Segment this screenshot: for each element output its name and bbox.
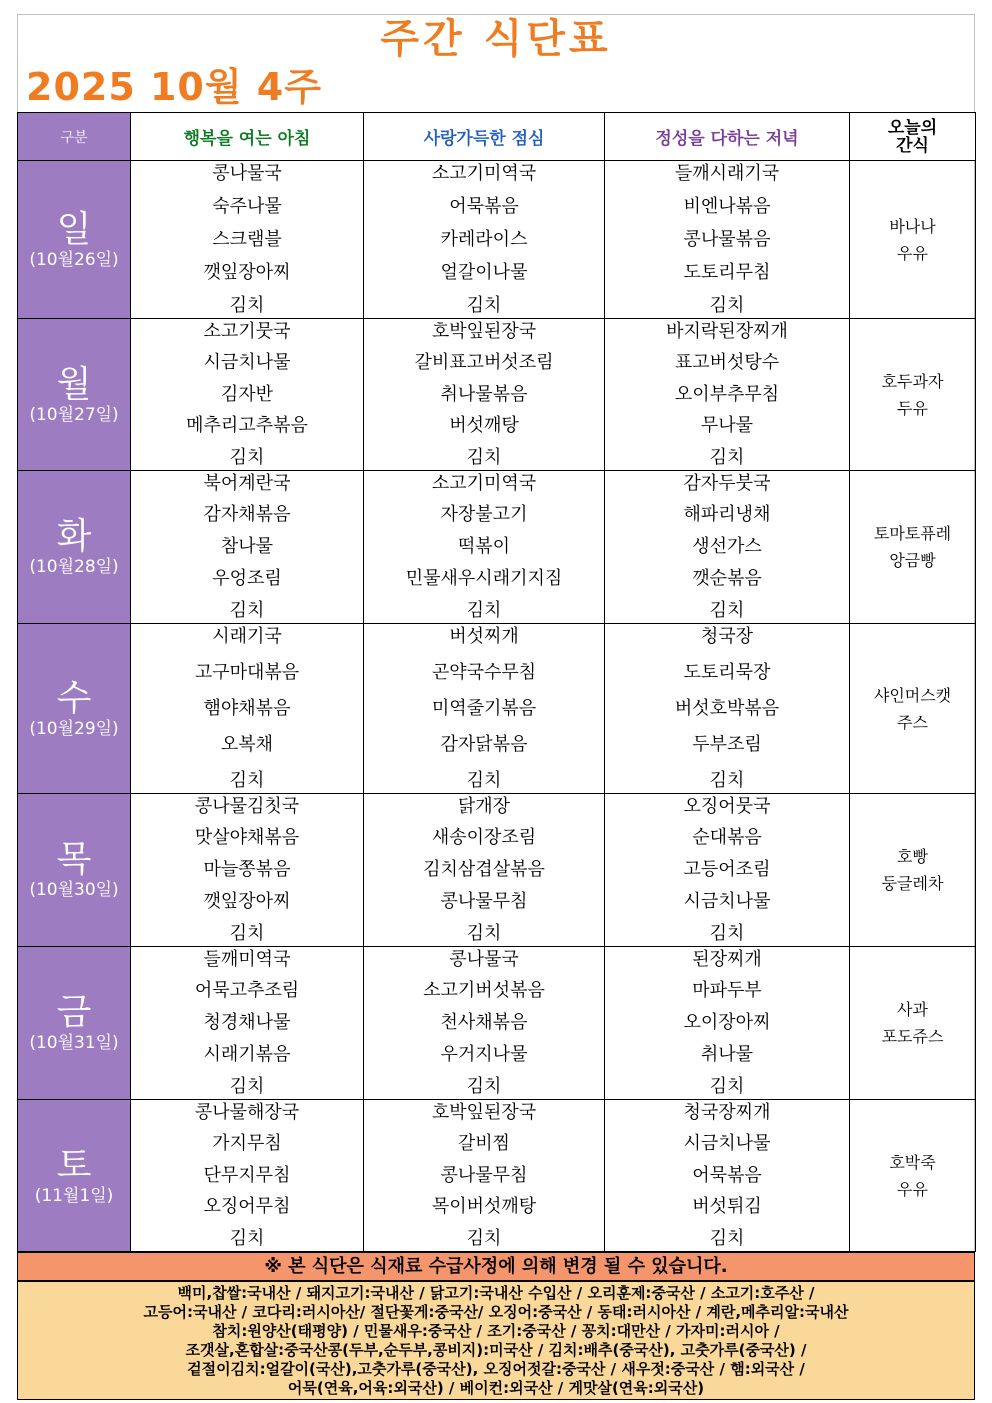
lunch-item: 갈비찜	[457, 1133, 511, 1154]
lunch-cell	[364, 319, 605, 471]
snack-cell	[850, 624, 976, 794]
lunch-item: 콩나물무침	[440, 890, 528, 912]
dinner-cell	[605, 624, 850, 794]
breakfast-cell	[131, 1100, 364, 1252]
dinner-item: 김치	[709, 922, 745, 944]
day-name: 월	[56, 363, 92, 405]
lunch-item: 민물새우시래기지짐	[405, 567, 563, 589]
breakfast-item: 햄야채볶음	[203, 697, 291, 719]
day-cell	[18, 1100, 131, 1252]
lunch-item: 김치	[466, 1075, 502, 1097]
day-row	[18, 947, 976, 1100]
dinner-item: 버섯호박볶음	[674, 697, 780, 719]
breakfast-item: 감자채볶음	[203, 504, 291, 526]
lunch-item: 콩나물무침	[440, 1164, 528, 1186]
header-lunch: 사랑가득한 점심	[364, 113, 605, 161]
day-cell	[18, 471, 131, 624]
lunch-item: 감자닭볶음	[440, 733, 528, 755]
snack-cell	[850, 319, 976, 471]
day-date: (11월1일)	[34, 1185, 114, 1206]
dinner-item: 들깨시래기국	[674, 162, 780, 184]
lunch-item: 김치	[466, 599, 502, 621]
header-snack-line2: 간식	[896, 135, 929, 156]
breakfast-cell	[131, 161, 364, 319]
origin-line: 겉절이김치:얼갈이(국산),고춧가루(중국산), 오징어젓갈:중국산 / 새우젓:중국산 / 햄:외국산 /	[187, 1360, 805, 1378]
breakfast-item: 시금치나물	[203, 352, 291, 373]
dinner-item: 마파두부	[692, 980, 762, 1002]
dinner-item: 감자두붓국	[683, 472, 771, 494]
breakfast-item: 김치	[229, 294, 265, 316]
breakfast-item: 소고기뭇국	[203, 320, 291, 342]
notice-banner: ※ 본 식단은 식재료 수급사정에 의해 변경 될 수 있습니다.	[17, 1252, 975, 1281]
breakfast-item: 청경채나물	[203, 1012, 291, 1033]
lunch-item: 목이버섯깨탕	[431, 1196, 537, 1217]
origin-line: 백미,찹쌀:국내산 / 돼지고기:국내산 / 닭고기:국내산 수입산 / 오리훈제:중국산 / 소고기:호주산 /	[177, 1284, 815, 1302]
lunch-item: 버섯깨탕	[449, 415, 519, 436]
header-snack-line1: 오늘의	[887, 117, 938, 138]
snack-item: 주스	[897, 712, 928, 732]
dinner-item: 비엔나볶음	[683, 195, 771, 217]
dinner-item: 김치	[709, 446, 745, 468]
lunch-item: 김치	[466, 294, 502, 316]
day-cell	[18, 947, 131, 1100]
dinner-cell	[605, 1100, 850, 1252]
lunch-cell	[364, 161, 605, 319]
lunch-item: 카레라이스	[440, 228, 528, 250]
lunch-item: 소고기버섯볶음	[423, 980, 545, 1002]
header-snack	[850, 113, 976, 161]
dinner-item: 생선가스	[692, 536, 762, 557]
day-row	[18, 471, 976, 624]
snack-item: 두유	[897, 398, 928, 418]
breakfast-item: 북어계란국	[203, 472, 291, 494]
day-name: 금	[56, 992, 92, 1033]
lunch-item: 김치	[466, 1227, 502, 1249]
dinner-cell	[605, 947, 850, 1100]
dinner-item: 오이부추무침	[674, 383, 780, 405]
snack-item: 우유	[897, 243, 928, 263]
dinner-item: 도토리묵장	[683, 661, 771, 683]
breakfast-item: 가지무침	[212, 1133, 282, 1154]
origin-line: 고등어:국내산 / 코다리:러시아산/ 절단꽃게:중국산/ 오징어:중국산 / 동태:러시아산 / 계란,메추리알:국내산	[143, 1303, 849, 1321]
lunch-item: 자장불고기	[440, 504, 528, 526]
snack-item: 우유	[897, 1179, 928, 1199]
day-cell	[18, 794, 131, 947]
day-date: (10월27일)	[29, 404, 119, 425]
dinner-item: 도토리무침	[683, 261, 771, 283]
dinner-cell	[605, 319, 850, 471]
breakfast-item: 어묵고추조림	[194, 980, 300, 1002]
lunch-cell	[364, 471, 605, 624]
snack-cell	[850, 794, 976, 947]
lunch-cell	[364, 794, 605, 947]
day-date: (10월30일)	[29, 880, 119, 900]
dinner-cell	[605, 471, 850, 624]
lunch-item: 갈비표고버섯조림	[414, 352, 554, 373]
dinner-item: 콩나물볶음	[683, 228, 771, 250]
lunch-item: 호박잎된장국	[431, 1101, 537, 1123]
lunch-item: 김치	[466, 446, 502, 468]
lunch-item: 취나물볶음	[440, 383, 528, 405]
breakfast-item: 고구마대볶음	[194, 661, 300, 683]
day-date: (10월26일)	[29, 249, 119, 270]
breakfast-item: 김자반	[220, 383, 274, 405]
lunch-item: 호박잎된장국	[431, 320, 537, 342]
snack-item: 호두과자	[881, 371, 944, 391]
day-name: 수	[56, 677, 92, 719]
day-name: 일	[56, 208, 92, 250]
breakfast-item: 오복채	[220, 733, 274, 755]
snack-item: 사과	[897, 1000, 928, 1019]
breakfast-item: 오징어무침	[203, 1196, 291, 1217]
day-row	[18, 161, 976, 319]
breakfast-item: 참나물	[220, 536, 274, 557]
breakfast-item: 들깨미역국	[203, 948, 291, 970]
breakfast-cell	[131, 947, 364, 1100]
lunch-item: 얼갈이나물	[440, 261, 528, 283]
day-cell	[18, 624, 131, 794]
snack-item: 포도쥬스	[881, 1027, 944, 1046]
day-date: (10월28일)	[29, 557, 119, 577]
breakfast-item: 우엉조림	[212, 567, 282, 589]
day-name: 화	[56, 516, 92, 557]
snack-item: 샤인머스캣	[873, 685, 952, 705]
breakfast-item: 시래기볶음	[203, 1043, 291, 1065]
dinner-item: 김치	[709, 769, 745, 791]
dinner-item: 청국장찌개	[683, 1101, 771, 1123]
snack-cell	[850, 947, 976, 1100]
breakfast-item: 김치	[229, 599, 265, 621]
snack-item: 둥글레차	[881, 874, 944, 893]
breakfast-item: 콩나물해장국	[194, 1101, 300, 1123]
breakfast-item: 맛살야채볶음	[194, 827, 300, 849]
breakfast-cell	[131, 624, 364, 794]
origin-line: 참치:원양산(태평양) / 민물새우:중국산 / 조기:중국산 / 꽁치:대만산 / 가자미:러시아 /	[212, 1322, 780, 1340]
snack-item: 토마토퓨레	[873, 524, 952, 543]
dinner-item: 시금치나물	[683, 890, 771, 912]
dinner-item: 오이장아찌	[683, 1012, 771, 1033]
day-row	[18, 794, 976, 947]
dinner-item: 깻순볶음	[692, 567, 762, 589]
lunch-item: 김치	[466, 769, 502, 791]
dinner-cell	[605, 161, 850, 319]
snack-cell	[850, 1100, 976, 1252]
breakfast-item: 콩나물김칫국	[194, 795, 300, 817]
header-row	[18, 113, 976, 161]
dinner-item: 어묵볶음	[692, 1164, 762, 1186]
origin-line: 어묵(연육,어육:외국산) / 베이컨:외국산 / 게맛살(연육:외국산)	[287, 1379, 705, 1397]
lunch-item: 떡볶이	[457, 536, 511, 557]
breakfast-item: 숙주나물	[212, 195, 282, 217]
dinner-item: 오징어뭇국	[683, 795, 771, 817]
breakfast-item: 김치	[229, 922, 265, 944]
lunch-item: 김치삼겹살볶음	[423, 859, 545, 880]
lunch-item: 우거지나물	[440, 1043, 528, 1065]
day-row	[18, 1100, 976, 1252]
lunch-cell	[364, 947, 605, 1100]
breakfast-cell	[131, 794, 364, 947]
day-row	[18, 319, 976, 471]
lunch-item: 콩나물국	[449, 948, 519, 970]
dinner-item: 표고버섯탕수	[674, 352, 780, 373]
snack-item: 바나나	[889, 216, 936, 236]
dinner-item: 바지락된장찌개	[666, 320, 788, 342]
breakfast-cell	[131, 471, 364, 624]
lunch-item: 미역줄기볶음	[431, 697, 537, 719]
origin-info	[17, 1281, 975, 1400]
dinner-item: 김치	[709, 1227, 745, 1249]
breakfast-item: 김치	[229, 446, 265, 468]
breakfast-item: 김치	[229, 1227, 265, 1249]
dinner-item: 시금치나물	[683, 1133, 771, 1154]
lunch-item: 어묵볶음	[449, 195, 519, 217]
lunch-item: 김치	[466, 922, 502, 944]
lunch-item: 닭개장	[457, 795, 511, 817]
breakfast-cell	[131, 319, 364, 471]
breakfast-item: 깻잎장아찌	[203, 261, 291, 283]
day-row	[18, 624, 976, 794]
dinner-cell	[605, 794, 850, 947]
breakfast-item: 깻잎장아찌	[203, 890, 291, 912]
lunch-item: 소고기미역국	[431, 162, 537, 184]
breakfast-item: 시래기국	[212, 625, 282, 647]
page-title: 주간 식단표	[380, 16, 612, 62]
dinner-item: 김치	[709, 599, 745, 621]
dinner-item: 두부조림	[692, 733, 762, 755]
dinner-item: 김치	[709, 1075, 745, 1097]
breakfast-item: 단무지무침	[203, 1164, 291, 1186]
lunch-item: 곤약국수무침	[431, 661, 537, 683]
dinner-item: 된장찌개	[692, 948, 762, 970]
breakfast-item: 마늘쫑볶음	[203, 859, 291, 880]
dinner-item: 취나물	[700, 1043, 754, 1065]
day-name: 토	[56, 1144, 92, 1186]
dinner-item: 청국장	[700, 625, 754, 647]
day-cell	[18, 319, 131, 471]
day-date: (10월31일)	[29, 1033, 119, 1053]
snack-item: 호박죽	[889, 1152, 936, 1172]
menu-table	[17, 112, 976, 1252]
header-label: 구분	[18, 113, 131, 161]
day-date: (10월29일)	[29, 718, 119, 739]
header-breakfast: 행복을 여는 아침	[131, 113, 364, 161]
breakfast-item: 메추리고추볶음	[186, 415, 308, 436]
origin-line: 조갯살,혼합살:중국산콩(두부,순두부,콩비지):미국산 / 김치:배추(중국산), 고춧가루(중국산) /	[185, 1341, 807, 1359]
breakfast-item: 콩나물국	[212, 162, 282, 184]
dinner-item: 무나물	[700, 415, 754, 436]
dinner-item: 김치	[709, 294, 745, 316]
lunch-item: 소고기미역국	[431, 472, 537, 494]
lunch-cell	[364, 624, 605, 794]
snack-item: 앙금빵	[889, 551, 936, 570]
week-label: 2025 10월 4주	[26, 65, 322, 109]
dinner-item: 순대볶음	[692, 827, 762, 849]
lunch-item: 천사채볶음	[440, 1012, 528, 1033]
lunch-item: 버섯찌개	[449, 625, 519, 647]
header-dinner: 정성을 다하는 저녁	[605, 113, 850, 161]
dinner-item: 해파리냉채	[683, 504, 771, 526]
dinner-item: 고등어조림	[683, 859, 771, 880]
day-name: 목	[56, 839, 92, 880]
breakfast-item: 김치	[229, 1075, 265, 1097]
snack-cell	[850, 161, 976, 319]
lunch-item: 새송이장조림	[431, 827, 537, 849]
dinner-item: 버섯튀김	[692, 1196, 762, 1217]
lunch-cell	[364, 1100, 605, 1252]
breakfast-item: 김치	[229, 769, 265, 791]
snack-cell	[850, 471, 976, 624]
day-cell	[18, 161, 131, 319]
breakfast-item: 스크램블	[212, 228, 282, 250]
snack-item: 호빵	[897, 847, 928, 866]
